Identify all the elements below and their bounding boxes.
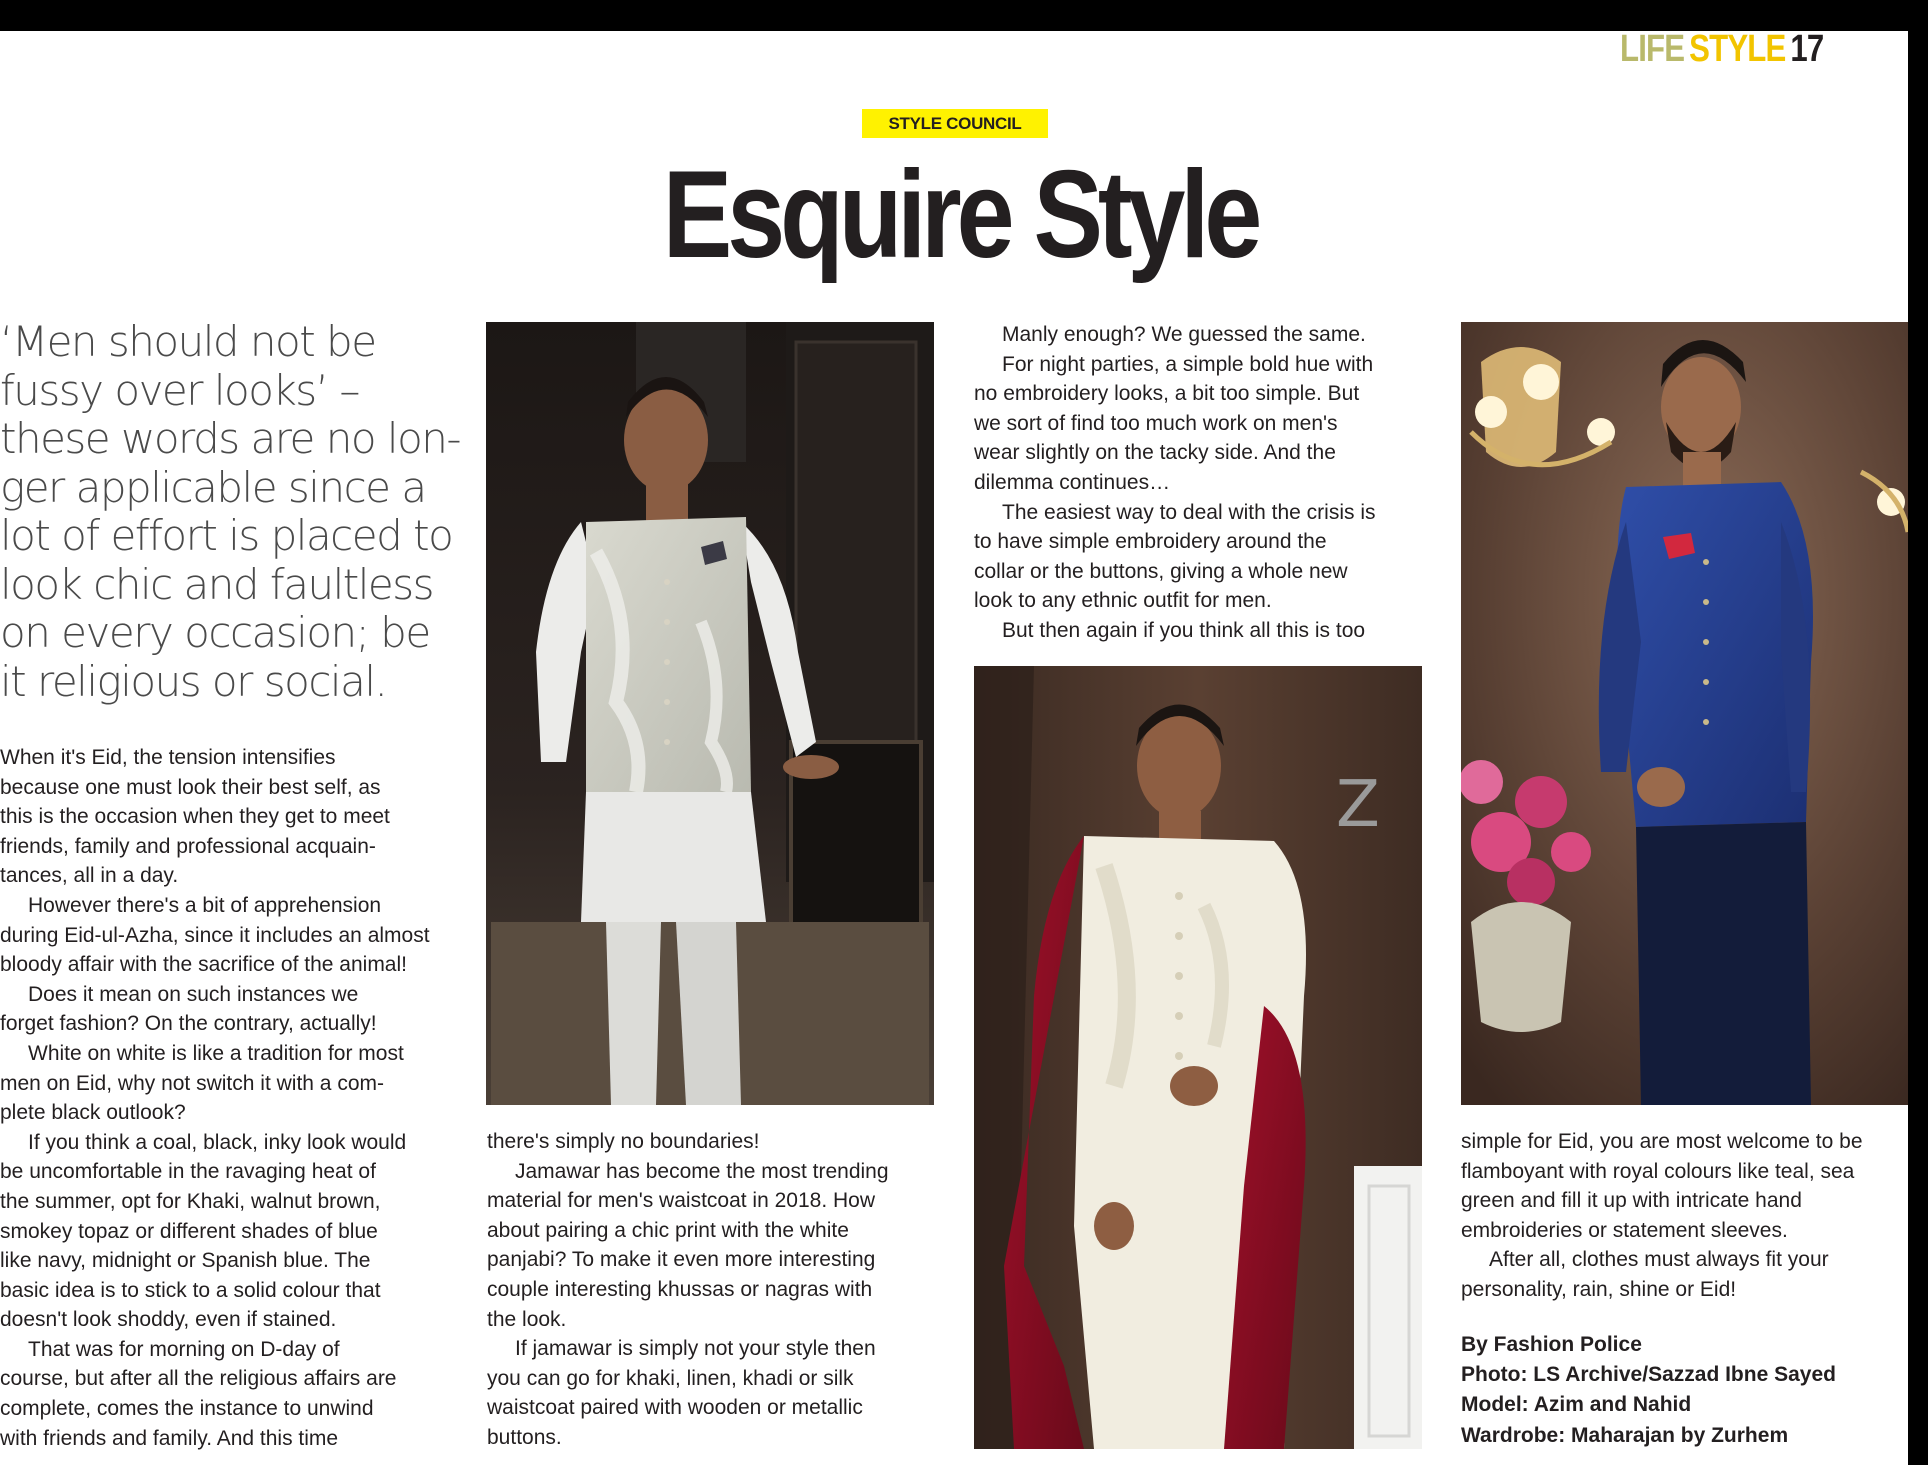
right-black-bar	[1908, 31, 1928, 1465]
section-masthead	[1620, 28, 1823, 70]
body-text-line: After all, clothes must always fit your	[1489, 1248, 1829, 1272]
body-text-line: For night parties, a simple bold hue with	[1002, 352, 1374, 376]
body-text-line: to have simple embroidery around the	[974, 530, 1327, 554]
pull-quote-line: these words are no lon-	[0, 414, 461, 463]
body-text-line: wear slightly on the tacky side. And the	[974, 441, 1336, 465]
wall-letter: Z	[1336, 768, 1380, 842]
body-text-line: about pairing a chic print with the white	[487, 1218, 849, 1242]
body-text-line: flamboyant with royal colours like teal, sea	[1461, 1159, 1855, 1183]
body-text-line: collar or the buttons, giving a whole new	[974, 559, 1348, 583]
pull-quote-line: ger applicable since a	[0, 462, 426, 512]
body-text-line: look to any ethnic outfit for men.	[974, 589, 1272, 613]
body-text-line: we sort of find too much work on men's	[974, 411, 1338, 435]
body-text-line: material for men's waistcoat in 2018. How	[487, 1189, 876, 1213]
body-column-3	[974, 320, 1434, 646]
body-text-line: If you think a coal, black, inky look would	[28, 1130, 407, 1154]
body-text-line: no embroidery looks, a bit too simple. But	[974, 382, 1360, 406]
body-text-line: during Eid-ul-Azha, since it includes an almost	[0, 923, 430, 947]
body-text-line: But then again if you think all this is too	[1002, 618, 1366, 642]
page-number: 17	[1790, 28, 1824, 70]
body-text-line: embroideries or statement sleeves.	[1461, 1218, 1788, 1242]
body-text-line: green and fill it up with intricate hand	[1461, 1189, 1802, 1213]
pull-quote-line: it religious or social.	[0, 656, 387, 706]
body-text-line: complete, comes the instance to unwind	[0, 1397, 374, 1421]
body-text-line: doesn't look shoddy, even if stained.	[0, 1308, 337, 1332]
body-text-line: you can go for khaki, linen, khadi or silk	[487, 1366, 854, 1390]
body-text-line: smokey topaz or different shades of blue	[0, 1219, 378, 1243]
body-text-line: the look.	[487, 1307, 567, 1331]
section-kicker-label: STYLE COUNCIL	[862, 109, 1048, 138]
pull-quote	[0, 318, 460, 706]
body-text-line: buttons.	[487, 1425, 562, 1449]
body-text-line: Manly enough? We guessed the same.	[1002, 323, 1366, 346]
body-column-1	[0, 743, 470, 1453]
body-text-line: with friends and family. And this time	[0, 1426, 339, 1450]
body-column-4	[1461, 1127, 1911, 1305]
body-text-line: The easiest way to deal with the crisis is	[1002, 500, 1376, 524]
body-text-line: like navy, midnight or Spanish blue. The	[0, 1249, 371, 1273]
pull-quote-line: ‘Men should not be	[0, 317, 376, 366]
body-text-line: there's simply no boundaries!	[487, 1130, 760, 1153]
masthead-life: LIFE	[1620, 28, 1685, 70]
body-text-line: Jamawar has become the most trending	[515, 1159, 889, 1183]
body-text-line: However there's a bit of apprehension	[28, 893, 382, 917]
body-text-line: bloody affair with the sacrifice of the animal!	[0, 953, 407, 977]
body-column-2	[487, 1127, 947, 1453]
photo-credit: Photo: LS Archive/Sazzad Ibne Sayed	[1461, 1363, 1836, 1387]
pull-quote-line: look chic and faultless	[0, 559, 433, 609]
body-text-line: tances, all in a day.	[0, 864, 179, 888]
model-ivory-sherwani-photo	[974, 666, 1422, 1449]
model-grey-waistcoat-photo	[486, 322, 934, 1105]
body-text-line: waistcoat paired with wooden or metallic	[487, 1396, 863, 1420]
body-text-line: When it's Eid, the tension intensifies	[0, 746, 336, 769]
body-text-line: dilemma continues…	[974, 470, 1171, 494]
model-blue-bandhgala-photo	[1461, 322, 1908, 1105]
byline: By Fashion Police	[1461, 1333, 1642, 1356]
model-credit: Model: Azim and Nahid	[1461, 1393, 1692, 1417]
pull-quote-line: lot of effort is placed to	[0, 511, 453, 560]
article-headline: Esquire Style	[662, 146, 1258, 284]
pull-quote-line: fussy over looks’ –	[0, 365, 359, 415]
body-text-line: White on white is like a tradition for most	[28, 1041, 404, 1065]
body-text-line: course, but after all the religious affairs are	[0, 1367, 397, 1391]
article-credits	[1461, 1330, 1911, 1451]
body-text-line: If jamawar is simply not your style then	[515, 1337, 876, 1361]
body-text-line: basic idea is to stick to a solid colour that	[0, 1278, 381, 1302]
masthead-style: STYLE	[1689, 28, 1786, 70]
body-text-line: simple for Eid, you are most welcome to be	[1461, 1130, 1863, 1153]
pull-quote-line: on every occasion; be	[0, 608, 430, 657]
body-text-line: friends, family and professional acquain-	[0, 834, 376, 858]
body-text-line: That was for morning on D-day of	[28, 1337, 340, 1361]
body-text-line: panjabi? To make it even more interesting	[487, 1248, 876, 1272]
body-text-line: couple interesting khussas or nagras with	[487, 1277, 873, 1301]
top-black-bar	[0, 0, 1928, 31]
wardrobe-credit: Wardrobe: Maharajan by Zurhem	[1461, 1423, 1789, 1447]
body-text-line: this is the occasion when they get to meet	[0, 805, 390, 829]
body-text-line: be uncomfortable in the ravaging heat of	[0, 1160, 376, 1184]
body-text-line: personality, rain, shine or Eid!	[1461, 1277, 1737, 1301]
body-text-line: because one must look their best self, as	[0, 775, 381, 799]
body-text-line: men on Eid, why not switch it with a com-	[0, 1071, 384, 1095]
body-text-line: the summer, opt for Khaki, walnut brown,	[0, 1189, 381, 1213]
body-text-line: plete black outlook?	[0, 1101, 186, 1125]
body-text-line: Does it mean on such instances we	[28, 982, 359, 1006]
body-text-line: forget fashion? On the contrary, actually!	[0, 1012, 377, 1036]
